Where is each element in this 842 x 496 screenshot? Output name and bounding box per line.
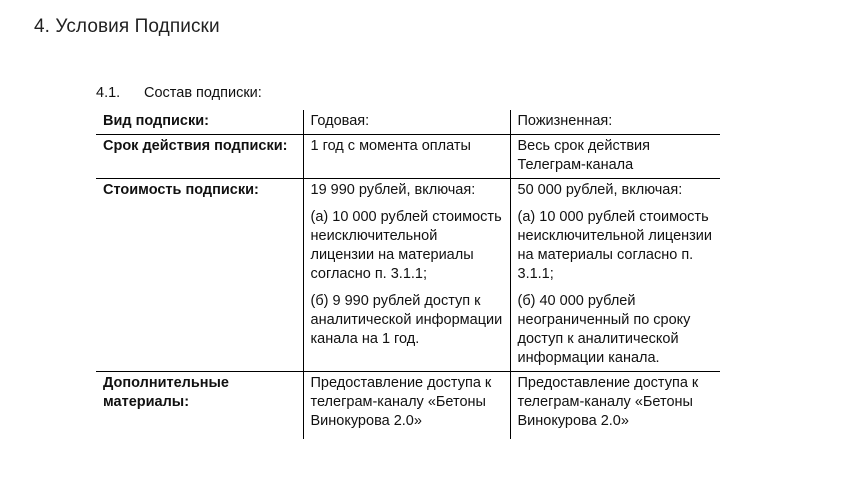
table-row-validity	[96, 135, 720, 179]
row-label-text: Вид подписки:	[103, 113, 209, 129]
subsection-heading	[96, 85, 262, 101]
subscription-terms-table	[96, 110, 720, 439]
annual-cell	[303, 135, 510, 179]
table-row-extra-materials	[96, 372, 720, 440]
table-row-subscription-type	[96, 110, 720, 135]
lifetime-cell	[510, 110, 720, 135]
table-row-price	[96, 179, 720, 372]
annual-text: Годовая:	[310, 113, 370, 129]
row-label	[96, 110, 303, 135]
subsection-number: 4.1.	[96, 85, 121, 101]
lifetime-cell	[510, 135, 720, 179]
row-label	[96, 179, 303, 372]
row-label	[96, 372, 303, 440]
row-label-text: Стоимость подписки:	[103, 182, 259, 198]
lifetime-price-total: 50 000 рублей, включая:	[517, 182, 683, 198]
lifetime-price-license: (а) 10 000 рублей стоимость неисключительной лицензии на материалы согласно п. 3.1.1;	[517, 209, 712, 282]
section-heading: 4. Условия Подписки	[34, 16, 220, 37]
lifetime-text: Предоставление доступа к телеграм-каналу «Бетоны Винокурова 2.0»	[517, 375, 699, 429]
annual-price-license: (а) 10 000 рублей стоимость неисключительной лицензии на материалы согласно п. 3.1.1;	[310, 209, 502, 282]
lifetime-cell	[510, 179, 720, 372]
annual-cell	[303, 110, 510, 135]
lifetime-text: Весь срок действия Телеграм-канала	[517, 138, 650, 173]
lifetime-price-access: (б) 40 000 рублей неограниченный по сроку доступ к аналитической информации канала.	[517, 293, 691, 366]
annual-cell	[303, 179, 510, 372]
lifetime-text: Пожизненная:	[517, 113, 613, 129]
row-label-text: Дополнительные материалы:	[103, 375, 229, 410]
row-label	[96, 135, 303, 179]
lifetime-cell	[510, 372, 720, 440]
annual-price-total: 19 990 рублей, включая:	[310, 182, 476, 198]
row-label-text: Срок действия подписки:	[103, 138, 288, 154]
subsection-title: Состав подписки:	[144, 85, 262, 101]
annual-price-access: (б) 9 990 рублей доступ к аналитической информации канала на 1 год.	[310, 293, 503, 347]
annual-cell	[303, 372, 510, 440]
annual-text: Предоставление доступа к телеграм-каналу «Бетоны Винокурова 2.0»	[310, 375, 492, 429]
annual-text: 1 год с момента оплаты	[310, 138, 471, 154]
